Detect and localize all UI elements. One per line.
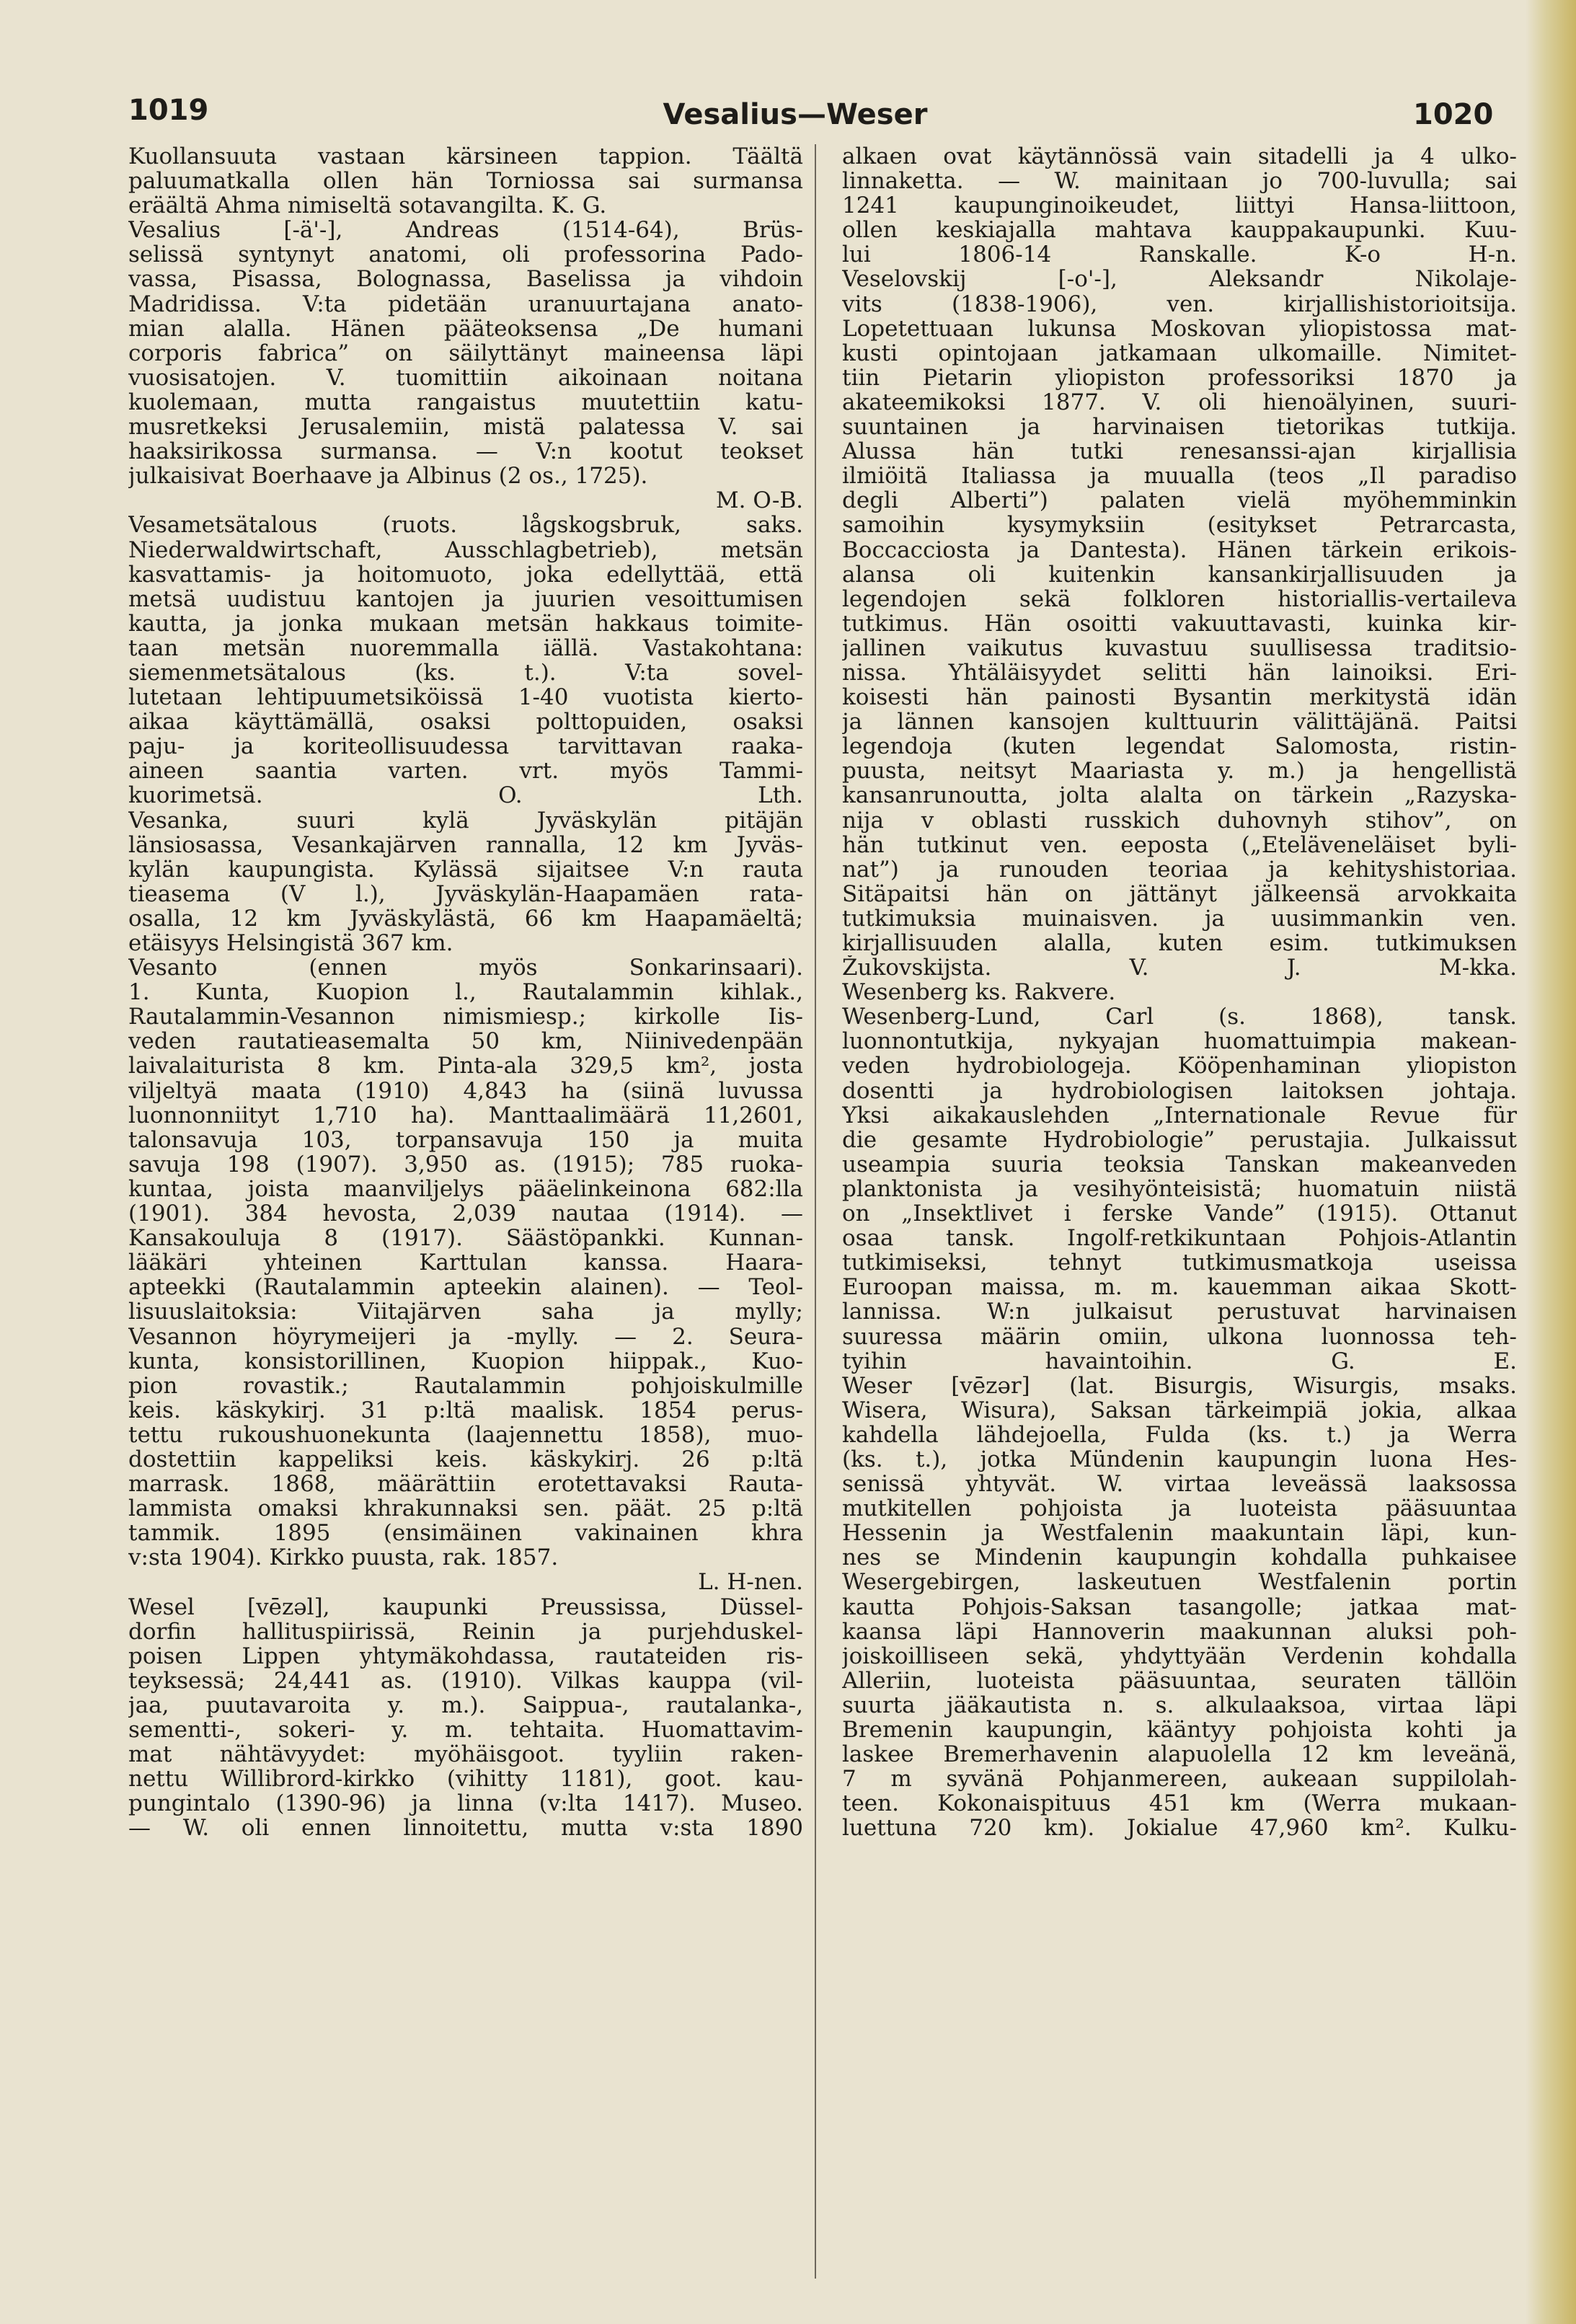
text-line: eräältä Ahma nimiseltä sotavangilta. K. G. xyxy=(128,193,607,218)
text-line: tieasema (V l.), Jyväskylän-Haapamäen rata- xyxy=(128,881,803,906)
page-number-right: 1020 xyxy=(1413,98,1494,131)
running-head: Vesalius—Weser xyxy=(663,98,928,131)
text-line: 1. Kunta, Kuopion l., Rautalammin kihlak., xyxy=(128,980,803,1005)
text-line: kansanrunoutta, jolta alalta on tärkein „Razyska- xyxy=(842,783,1517,808)
left-column xyxy=(128,144,803,2293)
text-line: senissä yhtyvät. W. virtaa leveässä laaksossa xyxy=(842,1472,1517,1497)
text-line: die gesamte Hydrobiologie” perustajia. Julkaissut xyxy=(842,1127,1517,1152)
text-line: koisesti hän painosti Bysantin merkitystä idän xyxy=(842,685,1517,710)
text-line: Lopetettuaan lukunsa Moskovan yliopistossa mat- xyxy=(842,316,1517,341)
text-line: aikaa käyttämällä, osaksi polttopuiden, osaksi xyxy=(128,710,803,735)
text-line: 1241 kaupunginoikeudet, liittyi Hansa-liittoon, xyxy=(842,193,1517,218)
text-line: lisuuslaitoksia: Viitajärven saha ja mylly; xyxy=(128,1299,803,1325)
text-line: poisen Lippen yhtymäkohdassa, rautateiden ris- xyxy=(128,1643,803,1669)
text-line: lammista omaksi khrakunnaksi sen. päät. 25 p:ltä xyxy=(128,1496,803,1521)
text-line: 7 m syvänä Pohjanmereen, aukeaan suppilolah- xyxy=(842,1767,1517,1792)
text-line: nat”) ja runouden teoriaa ja kehityshistoriaa. xyxy=(842,857,1517,882)
text-line: savuja 198 (1907). 3,950 as. (1915); 785 ruoka- xyxy=(128,1152,803,1177)
text-line: tettu rukoushuonekunta (laajennettu 1858), muo- xyxy=(128,1422,803,1447)
text-line: Vesanto (ennen myös Sonkarinsaari). xyxy=(128,955,803,981)
text-line: paju- ja koriteollisuudessa tarvittavan raaka- xyxy=(128,734,803,759)
text-line: jallinen vaikutus kuvastuu suullisessa traditsio- xyxy=(842,635,1517,660)
text-line: Niederwaldwirtschaft, Ausschlagbetrieb), metsän xyxy=(128,537,803,562)
text-line: degli Alberti”) palaten vielä myöhemminkin xyxy=(842,488,1517,513)
text-line: kautta, ja jonka mukaan metsän hakkaus toimite- xyxy=(128,611,803,636)
text-line: veden hydrobiologeja. Kööpenhaminan yliopiston xyxy=(842,1053,1517,1079)
text-line: Weser [vēzər] (lat. Bisurgis, Wisurgis, msaks. xyxy=(842,1373,1517,1398)
text-line: musretkeksi Jerusalemiin, mistä palatessa V. sai xyxy=(128,415,803,440)
text-line: Euroopan maissa, m. m. kauemman aikaa Skott- xyxy=(842,1275,1517,1300)
text-line: ja lännen kansojen kulttuurin välittäjänä. Paitsi xyxy=(842,710,1517,735)
text-line: lutetaan lehtipuumetsiköissä 1-40 vuotista kierto- xyxy=(128,685,803,710)
text-line: kautta Pohjois-Saksan tasangolle; jatkaa mat- xyxy=(842,1594,1517,1620)
text-line: taan metsän nuoremmalla iällä. Vastakohtana: xyxy=(128,635,803,660)
text-line: julkaisivat Boerhaave ja Albinus (2 os., 1725). xyxy=(128,464,648,489)
text-line: kuntaa, joista maanviljelys pääelinkeinona 682:lla xyxy=(128,1176,803,1202)
text-line: Madridissa. V:ta pidetään uranuurtajana anato- xyxy=(128,291,803,317)
text-line: Kuollansuuta vastaan kärsineen tappion. Täältä xyxy=(128,144,803,169)
text-line: linnaketta. — W. mainitaan jo 700-luvulla; sai xyxy=(842,169,1517,194)
text-line: etäisyys Helsingistä 367 km. xyxy=(128,931,453,956)
text-line: on „Insektlivet i ferske Vande” (1915). Ottanut xyxy=(842,1201,1517,1227)
text-line: mian alalla. Hänen pääteoksensa „De humani xyxy=(128,316,803,341)
text-line: kahdella lähdejoella, Fulda (ks. t.) ja Werra xyxy=(842,1422,1517,1447)
text-line: selissä syntynyt anatomi, oli professorina Pado- xyxy=(128,242,803,268)
text-line: alkaen ovat käytännössä vain sitadelli ja 4 ulko- xyxy=(842,144,1517,169)
text-line: kylän kaupungista. Kylässä sijaitsee V:n rauta xyxy=(128,857,803,882)
text-line: ollen keskiajalla mahtava kauppakaupunki. Kuu- xyxy=(842,218,1517,243)
text-line: veden rautatieasemalta 50 km, Niinivedenpään xyxy=(128,1029,803,1054)
text-line: kuorimetsä. O. Lth. xyxy=(128,783,803,808)
text-line: puusta, neitsyt Maariasta y. m.) ja hengellistä xyxy=(842,759,1517,784)
text-line: Rautalammin-Vesannon nimismiesp.; kirkolle Iis- xyxy=(128,1004,803,1030)
text-line: nissa. Yhtäläisyydet selitti hän lainoiksi. Eri- xyxy=(842,660,1517,686)
text-line: osaa tansk. Ingolf-retkikuntaan Pohjois-Atlantin xyxy=(842,1226,1517,1251)
text-line: kuolemaan, mutta rangaistus muutettiin katu- xyxy=(128,389,803,415)
text-line: Wesenberg ks. Rakvere. xyxy=(842,980,1116,1005)
text-line: mutkitellen pohjoista ja luoteista pääsuuntaa xyxy=(842,1496,1517,1521)
text-line: Veselovskij [-o'-], Aleksandr Nikolaje- xyxy=(842,267,1517,292)
page-number-left: 1019 xyxy=(128,94,209,127)
text-line: tiin Pietarin yliopiston professoriksi 1870 ja xyxy=(842,365,1517,390)
text-line: (ks. t.), jotka Mündenin kaupungin luona Hes- xyxy=(842,1446,1517,1472)
text-line: apteekki (Rautalammin apteekin alainen). — Teol- xyxy=(128,1275,803,1300)
text-line: keis. käskykirj. 31 p:ltä maalisk. 1854 perus- xyxy=(128,1397,803,1423)
text-line: tutkimus. Hän osoitti vakuuttavasti, kuinka kir- xyxy=(842,611,1517,636)
text-line: talonsavuja 103, torpansavuja 150 ja muita xyxy=(128,1127,803,1152)
text-line: dorfin hallituspiirissä, Reinin ja purjehduskel- xyxy=(128,1619,803,1644)
column-divider xyxy=(815,144,816,2279)
text-line: v:sta 1904). Kirkko puusta, rak. 1857. xyxy=(128,1545,559,1570)
text-line: dostettiin kappeliksi keis. käskykirj. 26 p:ltä xyxy=(128,1446,803,1472)
text-line: joiskoilliseen sekä, yhdyttyään Verdenin kohdalla xyxy=(842,1643,1517,1669)
text-line: haaksirikossa surmansa. — V:n kootut teokset xyxy=(128,439,803,464)
text-line: tammik. 1895 (ensimäinen vakinainen khra xyxy=(128,1521,803,1546)
text-line: Bremenin kaupungin, kääntyy pohjoista kohti ja xyxy=(842,1718,1517,1743)
text-line: mat nähtävyydet: myöhäisgoot. tyyliin raken- xyxy=(128,1742,803,1767)
page-edge xyxy=(1526,0,1576,2324)
text-line: Alleriin, luoteista pääsuuntaa, seuraten tällöin xyxy=(842,1668,1517,1693)
text-line: osalla, 12 km Jyväskylästä, 66 km Haapamäeltä; xyxy=(128,906,803,931)
text-line: laivalaiturista 8 km. Pinta-ala 329,5 km², josta xyxy=(128,1053,803,1079)
text-line: Vesannon höyrymeijeri ja -mylly. — 2. Seura- xyxy=(128,1324,803,1349)
text-line: dosentti ja hydrobiologisen laitoksen johtaja. xyxy=(842,1078,1517,1103)
text-line: Kansakouluja 8 (1917). Säästöpankki. Kunnan- xyxy=(128,1226,803,1251)
text-line: Alussa hän tutki renesanssi-ajan kirjallisia xyxy=(842,439,1517,464)
text-line: luonnonniityt 1,710 ha). Manttaalimäärä 11,2601, xyxy=(128,1103,803,1128)
text-line: — W. oli ennen linnoitettu, mutta v:sta 1890 xyxy=(128,1816,803,1841)
text-line: metsä uudistuu kantojen ja juurien vesoittumisen xyxy=(128,586,803,611)
text-line: suurta jääkautista n. s. alkulaaksoa, virtaa läpi xyxy=(842,1692,1517,1718)
text-line: teen. Kokonaispituus 451 km (Werra mukaan- xyxy=(842,1791,1517,1816)
text-line: Wesenberg-Lund, Carl (s. 1868), tansk. xyxy=(842,1004,1517,1030)
text-line: laskee Bremerhavenin alapuolella 12 km leveänä, xyxy=(842,1742,1517,1767)
text-line: Yksi aikakauslehden „Internationale Revue für xyxy=(842,1103,1517,1128)
text-line: aineen saantia varten. vrt. myös Tammi- xyxy=(128,759,803,784)
text-line: Wisera, Wisura), Saksan tärkeimpiä jokia, alkaa xyxy=(842,1397,1517,1423)
text-line: marrask. 1868, määrättiin erotettavaksi Rauta- xyxy=(128,1472,803,1497)
text-line: tyihin havaintoihin. G. E. xyxy=(842,1348,1517,1374)
right-column xyxy=(842,144,1517,2293)
text-line: corporis fabrica” on säilyttänyt maineensa läpi xyxy=(128,340,803,366)
text-line: ilmiöitä Italiassa ja muualla (teos „Il paradiso xyxy=(842,464,1517,489)
text-line: jaa, puutavaroita y. m.). Saippua-, rautalanka-, xyxy=(128,1692,803,1718)
text-line: legendoja (kuten legendat Salomosta, ristin- xyxy=(842,734,1517,759)
text-line: legendojen sekä folkloren historiallis-vertaileva xyxy=(842,586,1517,611)
text-line: sementti-, sokeri- y. m. tehtaita. Huomattavim- xyxy=(128,1718,803,1743)
page-header xyxy=(0,94,1576,137)
text-line: vassa, Pisassa, Bolognassa, Baselissa ja vihdoin xyxy=(128,267,803,292)
text-line: M. O-B. xyxy=(715,488,803,513)
text-line: nija v oblasti russkich duhovnyh stihov”, on xyxy=(842,808,1517,833)
text-line: Boccacciosta ja Dantesta). Hänen tärkein erikois- xyxy=(842,537,1517,562)
text-line: tutkimuksia muinaisven. ja uusimmankin ven. xyxy=(842,906,1517,931)
text-line: kunta, konsistorillinen, Kuopion hiippak., Kuo- xyxy=(128,1348,803,1374)
text-line: Wesergebirgen, laskeutuen Westfalenin portin xyxy=(842,1570,1517,1595)
text-line: Sitäpaitsi hän on jättänyt jälkeensä arvokkaita xyxy=(842,881,1517,906)
text-line: siemenmetsätalous (ks. t.). V:ta sovel- xyxy=(128,660,803,686)
text-line: useampia suuria teoksia Tanskan makeanveden xyxy=(842,1152,1517,1177)
text-line: akateemikoksi 1877. V. oli hienoälyinen, suuri- xyxy=(842,389,1517,415)
text-line: (1901). 384 hevosta, 2,039 nautaa (1914). — xyxy=(128,1201,803,1227)
text-line: kirjallisuuden alalla, kuten esim. tutkimuksen xyxy=(842,931,1517,956)
text-line: vuosisatojen. V. tuomittiin aikoinaan noitana xyxy=(128,365,803,390)
text-line: nes se Mindenin kaupungin kohdalla puhkaisee xyxy=(842,1545,1517,1570)
text-line: tutkimiseksi, tehnyt tutkimusmatkoja useissa xyxy=(842,1250,1517,1276)
text-line: samoihin kysymyksiin (esitykset Petrarcasta, xyxy=(842,513,1517,538)
text-line: L. H-nen. xyxy=(698,1570,803,1595)
text-line: luonnontutkija, nykyajan huomattuimpia makean- xyxy=(842,1029,1517,1054)
text-line: Vesalius [-ä'-], Andreas (1514-64), Brüs- xyxy=(128,218,803,243)
text-line: suuressa määrin omiin, ulkona luonnossa teh- xyxy=(842,1324,1517,1349)
text-line: lannissa. W:n julkaisut perustuvat harvinaisen xyxy=(842,1299,1517,1325)
text-line: nettu Willibrord-kirkko (vihitty 1181), goot. kau- xyxy=(128,1767,803,1792)
text-line: pungintalo (1390-96) ja linna (v:lta 1417). Museo. xyxy=(128,1791,803,1816)
text-line: kasvattamis- ja hoitomuoto, joka edellyttää, että xyxy=(128,562,803,587)
text-line: Hessenin ja Westfalenin maakuntain läpi, kun- xyxy=(842,1521,1517,1546)
text-line: teyksessä; 24,441 as. (1910). Vilkas kauppa (vil- xyxy=(128,1668,803,1693)
text-line: kusti opintojaan jatkamaan ulkomaille. Nimitet- xyxy=(842,340,1517,366)
text-line: kaansa läpi Hannoverin maakunnan aluksi poh- xyxy=(842,1619,1517,1644)
text-line: Vesametsätalous (ruots. lågskogsbruk, saks. xyxy=(128,513,803,538)
text-line: alansa oli kuitenkin kansankirjallisuuden ja xyxy=(842,562,1517,587)
text-line: viljeltyä maata (1910) 4,843 ha (siinä luvussa xyxy=(128,1078,803,1103)
text-line: hän tutkinut ven. eeposta („Eteläveneläiset byli- xyxy=(842,832,1517,857)
text-line: Wesel [vēzəl], kaupunki Preussissa, Düssel- xyxy=(128,1594,803,1620)
text-line: lui 1806-14 Ranskalle. K-o H-n. xyxy=(842,242,1517,268)
text-line: pion rovastik.; Rautalammin pohjoiskulmille xyxy=(128,1373,803,1398)
text-line: lääkäri yhteinen Karttulan kanssa. Haara- xyxy=(128,1250,803,1276)
text-line: paluumatkalla ollen hän Torniossa sai surmansa xyxy=(128,169,803,194)
text-line: länsiosassa, Vesankajärven rannalla, 12 km Jyväs- xyxy=(128,832,803,857)
text-line: planktonista ja vesihyönteisistä; huomatuin niistä xyxy=(842,1176,1517,1202)
text-line: Žukovskijsta. V. J. M-kka. xyxy=(842,955,1517,981)
text-line: Vesanka, suuri kylä Jyväskylän pitäjän xyxy=(128,808,803,833)
text-line: vits (1838-1906), ven. kirjallishistorioitsija. xyxy=(842,291,1517,317)
text-line: luettuna 720 km). Jokialue 47,960 km². Kulku- xyxy=(842,1816,1517,1841)
text-line: suuntainen ja harvinaisen tietorikas tutkija. xyxy=(842,415,1517,440)
